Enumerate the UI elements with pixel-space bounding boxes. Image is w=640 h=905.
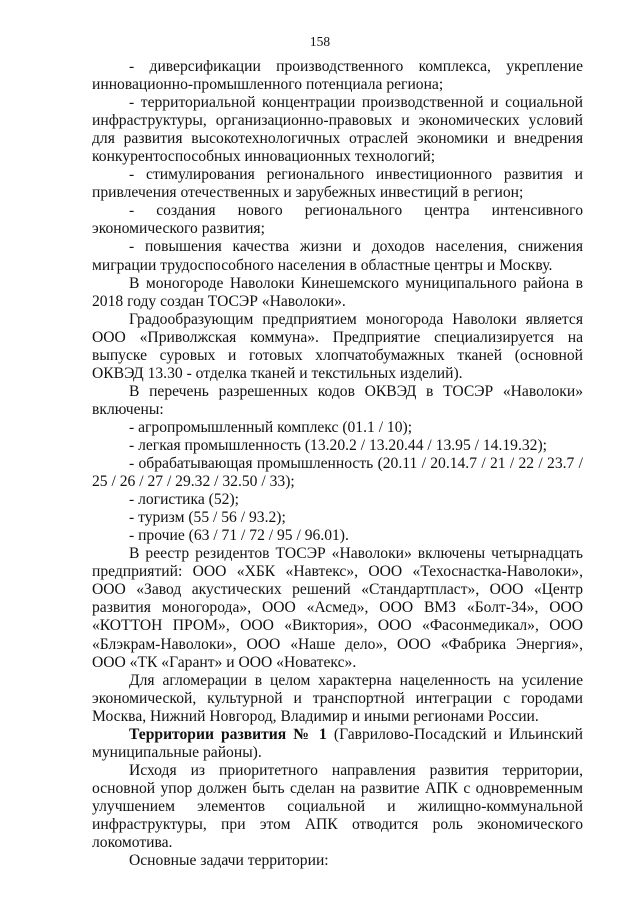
paragraph-residents: В реестр резидентов ТОСЭР «Наволоки» включены четырнадцать предприятий: ООО «ХБК «Навтекс», ООО «Техоснастка-Наволоки», ООО «Завод акустических решений «Стандартпласт», ООО «Центр развития моногорода», ООО «Асмед», ООО ВМЗ «Болт-34», ООО «КОТТОН ПРОМ», ООО «Виктория», ООО «Фасонмедикал», ООО «Блэкрам-Наволоки», ООО «Наше дело», ООО «Фабрика Энергия», ООО «ТК «Гарант» и ООО «Новатекс». (92, 545, 583, 671)
okved-list-item: - туризм (55 / 56 / 93.2); (129, 509, 286, 527)
goal-item-quality-of-life: - повышения качества жизни и доходов населения, снижения миграции трудоспособного населения в областные центры и Москву. (92, 238, 583, 274)
page-number: 158 (309, 34, 331, 49)
goal-item-concentration: - территориальной концентрации производственной и социальной инфраструктуры, организационно-правовых и экономических условий для развития высокотехнологичных отраслей экономики и внедрения конкурентоспособных инновационных технологий; (92, 94, 583, 166)
paragraph-territory-1 (92, 726, 583, 762)
goal-item-diversification: - диверсификации производственного комплекса, укрепление инновационно-промышленного потенциала региона; (92, 58, 583, 94)
paragraph-tosar-created: В моногороде Наволоки Кинешемского муниципального района в 2018 году создан ТОСЭР «Наволоки». (92, 274, 583, 310)
paragraph-agglomeration: Для агломерации в целом характерна нацеленность на усиление экономической, культурной и транспортной интеграции с городами Москва, Нижний Новгород, Владимир и иными регионами России. (92, 671, 583, 725)
goal-item-investment: - стимулирования регионального инвестиционного развития и привлечения отечественных и зарубежных инвестиций в регион; (92, 166, 583, 202)
okved-list-item: - обрабатывающая промышленность (20.11 / 20.14.7 / 21 / 22 / 23.7 / 25 / 26 / 27 / 29.32 / 32.50 / 33); (92, 455, 583, 491)
paragraph-town-enterprise: Градообразующим предприятием моногорода Наволоки является ООО «Приволжская коммуна». Предприятие специализируется на выпуске суровых и готовых хлопчатобумажных тканей (основной ОКВЭД 13.30 - отделка тканей и текстильных изделий). (92, 310, 583, 382)
goal-item-new-center: - создания нового регионального центра интенсивного экономического развития; (92, 202, 583, 238)
okved-list-item: - прочие (63 / 71 / 72 / 95 / 96.01). (129, 527, 349, 545)
okved-list-item: - логистика (52); (129, 491, 239, 509)
okved-list-item: - агропромышленный комплекс (01.1 / 10); (129, 418, 413, 436)
paragraph-priority: Исходя из приоритетного направления развития территории, основной упор должен быть сделан на развитие АПК с одновременным улучшением элементов социальной и жилищно-коммунальной инфраструктуры, при этом АПК отводится роль экономического локомотива. (92, 761, 583, 852)
territory-districts: (Гаврилово-Посадский и Ильинский муниципальные районы). (92, 725, 583, 761)
okved-list-item: - легкая промышленность (13.20.2 / 13.20.44 / 13.95 / 14.19.32); (129, 436, 547, 454)
paragraph-main-tasks: Основные задачи территории: (129, 852, 329, 870)
paragraph-okved-intro: В перечень разрешенных кодов ОКВЭД в ТОСЭР «Наволоки» включены: (92, 382, 583, 418)
page-body (92, 58, 583, 870)
territory-heading: Территории развития № 1 (129, 725, 327, 743)
